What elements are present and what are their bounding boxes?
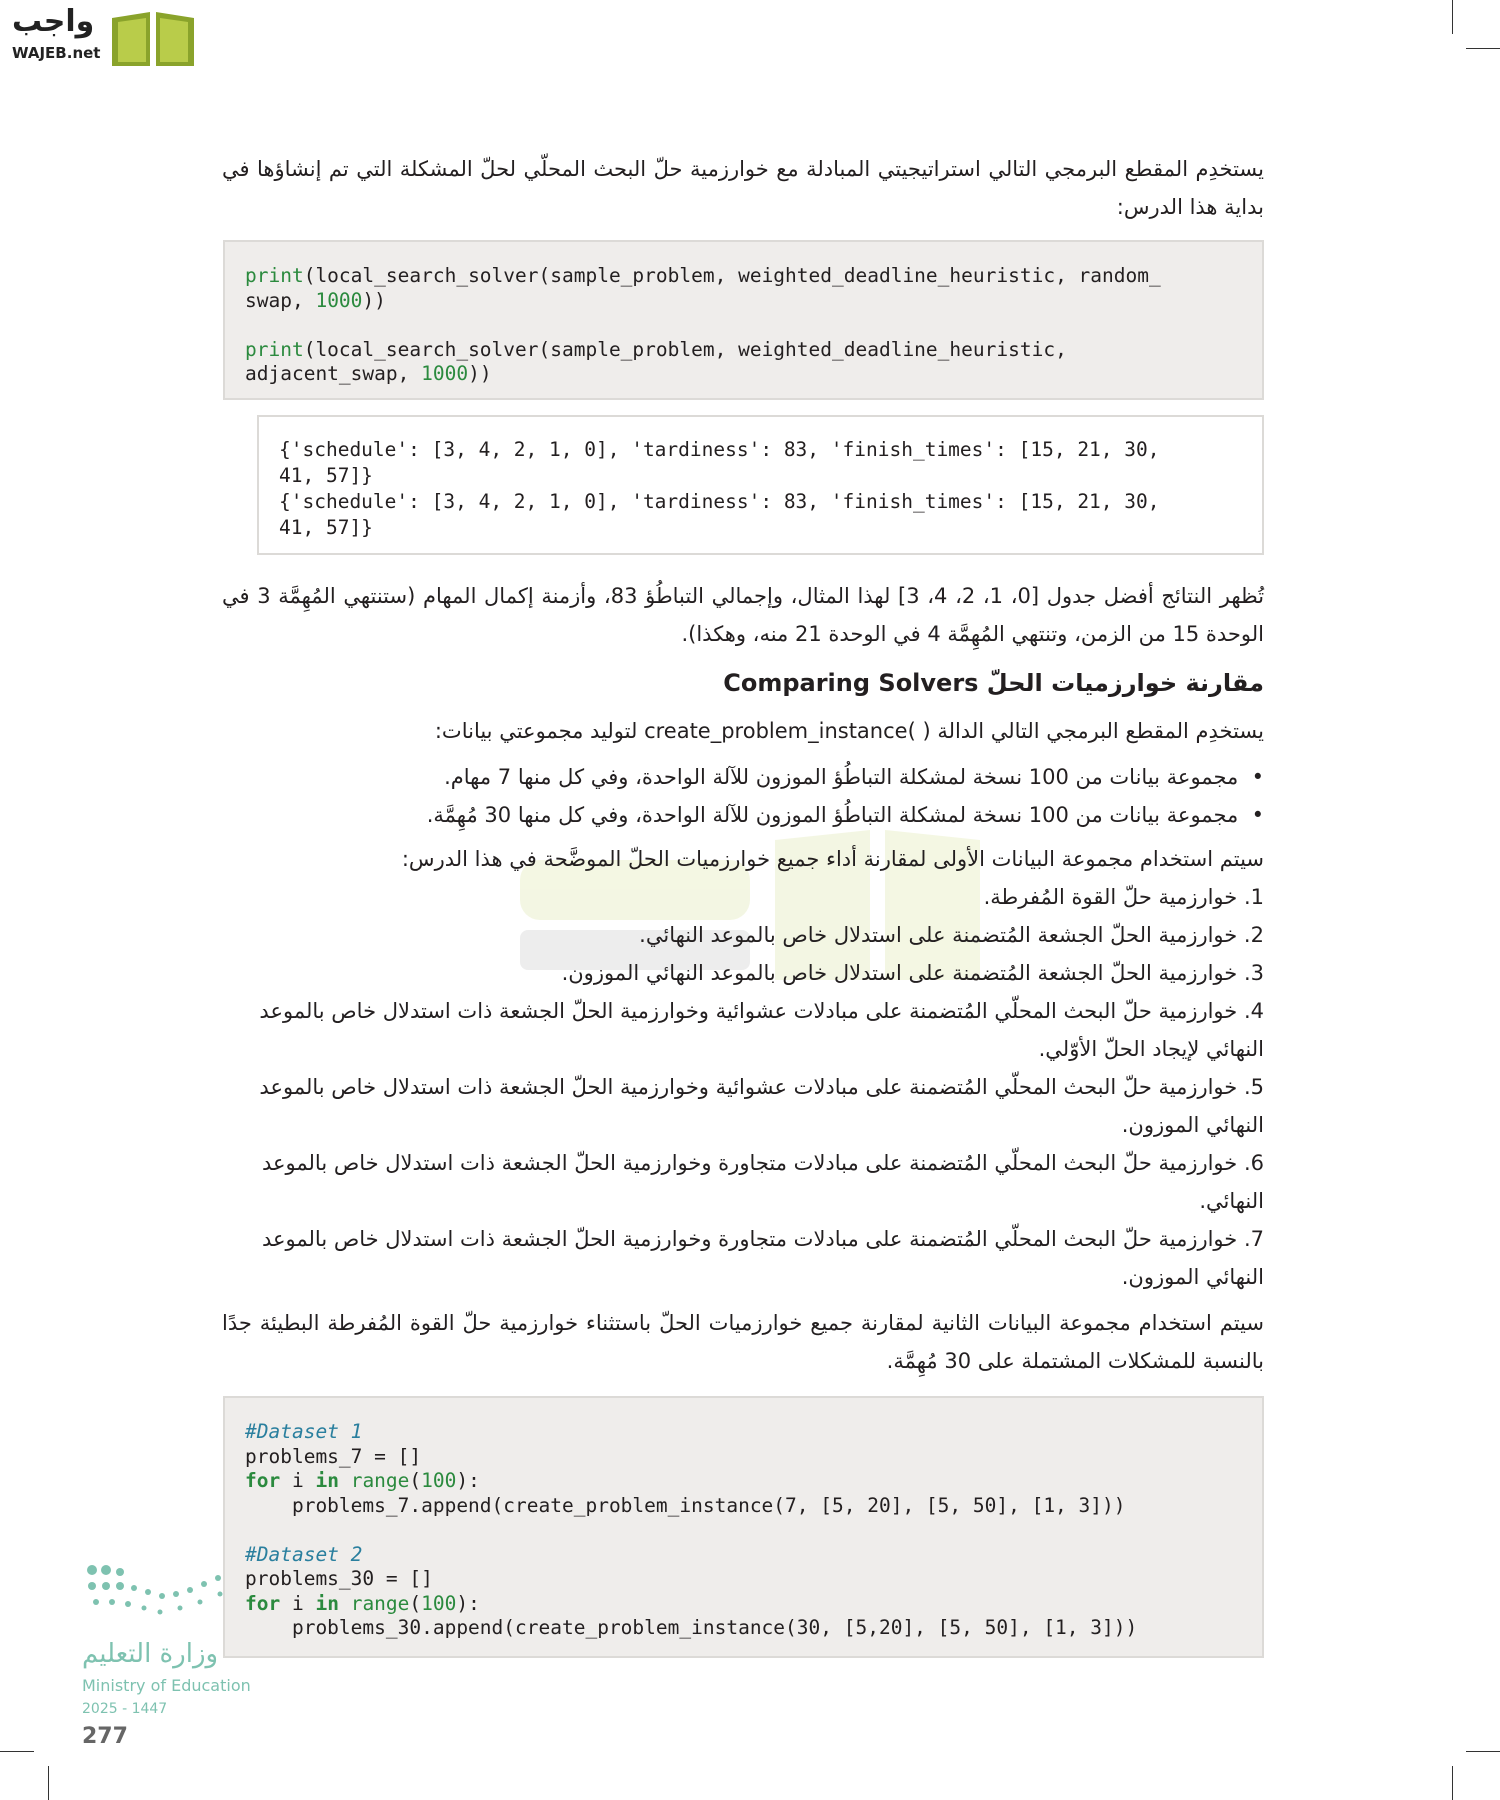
code-token: ):	[456, 1469, 480, 1492]
algorithm-list	[222, 878, 1264, 1296]
algorithm-item: 4. خوارزمية حلّ البحث المحلّي المُتضمنة على مبادلات عشوائية وخوارزمية الحلّ الجشعة ذات استدلال خاص بالموعد النهائي لإيجاد الحلّ الأوّلي.	[259, 999, 1264, 1061]
page-number: 277	[82, 1724, 128, 1749]
code-token: range	[350, 1469, 410, 1492]
ministry-logo	[82, 1562, 272, 1762]
code-token: (local_search_solver(sample_problem, weighted_deadline_heuristic,	[303, 337, 1067, 361]
output-content	[279, 437, 1160, 541]
algorithm-item: 2. خوارزمية الحلّ الجشعة المُتضمنة على استدلال خاص بالموعد النهائي.	[639, 923, 1264, 947]
code-line: problems_7.append(create_problem_instance(7, [5, 20], [5, 50], [1, 3]))	[245, 1493, 1126, 1517]
code-token: swap,	[245, 288, 316, 312]
code-comment: #Dataset 1	[245, 1420, 363, 1443]
code-comment: #Dataset 2	[245, 1542, 363, 1566]
code-token: print	[245, 264, 304, 287]
code-token: print	[245, 337, 304, 361]
code-token: ):	[456, 1591, 480, 1615]
crop-mark	[1466, 48, 1500, 49]
bullet-item	[264, 758, 1264, 796]
code-token: ))	[362, 288, 386, 312]
code-line: problems_7 = []	[245, 1444, 422, 1468]
code-token	[339, 1592, 351, 1615]
code-token: ))	[468, 362, 492, 385]
algorithm-item: 3. خوارزمية الحلّ الجشعة المُتضمنة على استدلال خاص بالموعد النهائي الموزون.	[561, 961, 1264, 985]
output-line: 41, 57]}	[279, 464, 373, 487]
output-line: 41, 57]}	[279, 516, 373, 539]
book-icon	[108, 8, 198, 72]
code-token: range	[350, 1591, 410, 1615]
code-token: adjacent_swap,	[245, 362, 422, 385]
code-token: (	[409, 1591, 422, 1615]
year: 2025 - 1447	[82, 1701, 168, 1717]
ministry-arabic: وزارة التعليم	[82, 1639, 219, 1669]
logo-arabic: واجب	[12, 4, 95, 39]
bullet-list	[264, 758, 1264, 834]
bullet-icon: •	[1238, 803, 1264, 827]
bullet-icon: •	[1238, 765, 1264, 789]
wajeb-logo	[10, 4, 190, 68]
output-line: {'schedule': [3, 4, 2, 1, 0], 'tardiness': 83, 'finish_times': [15, 21, 30,	[279, 490, 1160, 513]
code-content	[245, 264, 1161, 387]
code-block-swap	[223, 240, 1264, 400]
algorithm-item: 1. خوارزمية حلّ القوة المُفرطة.	[983, 885, 1264, 909]
section-heading: مقارنة خوارزميات الحلّ Comparing Solvers	[723, 669, 1264, 697]
output-line: {'schedule': [3, 4, 2, 1, 0], 'tardiness': 83, 'finish_times': [15, 21, 30,	[279, 438, 1160, 461]
algorithm-item: 7. خوارزمية حلّ البحث المحلّي المُتضمنة على مبادلات متجاورة وخوارزمية الحلّ الجشعة ذات استدلال خاص بالموعد النهائي الموزون.	[261, 1227, 1264, 1289]
code-token: i	[280, 1591, 316, 1615]
code-token: (local_search_solver(sample_problem, weighted_deadline_heuristic, random_	[303, 264, 1161, 287]
code-content	[245, 1420, 1137, 1641]
ministry-dots-icon	[84, 1562, 234, 1622]
crop-mark	[1452, 1766, 1453, 1800]
code-token: (	[409, 1469, 422, 1492]
code-token	[339, 1469, 351, 1492]
code-token: in	[315, 1591, 339, 1615]
crop-mark	[48, 1766, 49, 1800]
intro-paragraph: يستخدِم المقطع البرمجي التالي استراتيجيتي المبادلة مع خوارزمية حلّ البحث المحلّي لحلّ المشكلة التي تم إنشاؤها في بداية هذا الدرس:	[222, 157, 1264, 219]
crop-mark	[1452, 0, 1453, 34]
code-token: for	[245, 1469, 281, 1492]
first-dataset-intro: سيتم استخدام مجموعة البيانات الأولى لمقارنة أداء جميع خوارزميات الحلّ الموضَّحة في هذا الدرس:	[401, 847, 1264, 871]
crop-mark	[0, 1751, 34, 1752]
code-token: 100	[421, 1591, 457, 1615]
datasets-intro: يستخدِم المقطع البرمجي التالي الدالة ( )create_problem_instance لتوليد مجموعتي بيانات:	[434, 719, 1264, 743]
bullet-text: مجموعة بيانات من 100 نسخة لمشكلة التباطُؤ الموزون للآلة الواحدة، وفي كل منها 7 مهام.	[444, 765, 1239, 789]
second-dataset-paragraph: سيتم استخدام مجموعة البيانات الثانية لمقارنة جميع خوارزميات الحلّ باستثناء خوارزمية حلّ القوة المُفرطة البطيئة جدًا بالنسبة للمشكلات المشتملة على 30 مُهِمَّة.	[222, 1311, 1264, 1373]
code-token: i	[280, 1469, 316, 1492]
bullet-text: مجموعة بيانات من 100 نسخة لمشكلة التباطُؤ الموزون للآلة الواحدة، وفي كل منها 30 مُهِمَّة.	[426, 803, 1239, 827]
algorithm-item: 5. خوارزمية حلّ البحث المحلّي المُتضمنة على مبادلات عشوائية وخوارزمية الحلّ الجشعة ذات استدلال خاص بالموعد النهائي الموزون.	[259, 1075, 1264, 1137]
code-token: for	[245, 1591, 281, 1615]
code-line: problems_30 = []	[245, 1567, 433, 1590]
logo-english: WAJEB.net	[12, 44, 101, 62]
results-paragraph: تُظهر النتائج أفضل جدول [0، 1، 2، 4، 3] لهذا المثال، وإجمالي التباطُؤ 83، وأزمنة إكمال المهام (ستنتهي المُهِمَّة 3 في الوحدة 15 من الزمن، وتنتهي المُهِمَّة 4 في الوحدة 21 منه، وهكذا).	[222, 584, 1265, 646]
code-token: in	[315, 1469, 339, 1492]
code-token: 100	[421, 1469, 457, 1492]
ministry-english: Ministry of Education	[82, 1676, 251, 1695]
code-token: 1000	[315, 288, 363, 312]
code-token: 1000	[421, 362, 469, 385]
crop-mark	[1466, 1751, 1500, 1752]
code-line: problems_30.append(create_problem_instance(30, [5,20], [5, 50], [1, 3]))	[245, 1616, 1138, 1639]
algorithm-item: 6. خوارزمية حلّ البحث المحلّي المُتضمنة على مبادلات متجاورة وخوارزمية الحلّ الجشعة ذات استدلال خاص بالموعد النهائي.	[261, 1151, 1264, 1213]
code-block-datasets	[223, 1396, 1264, 1658]
code-output	[257, 415, 1264, 555]
bullet-item	[264, 796, 1264, 834]
